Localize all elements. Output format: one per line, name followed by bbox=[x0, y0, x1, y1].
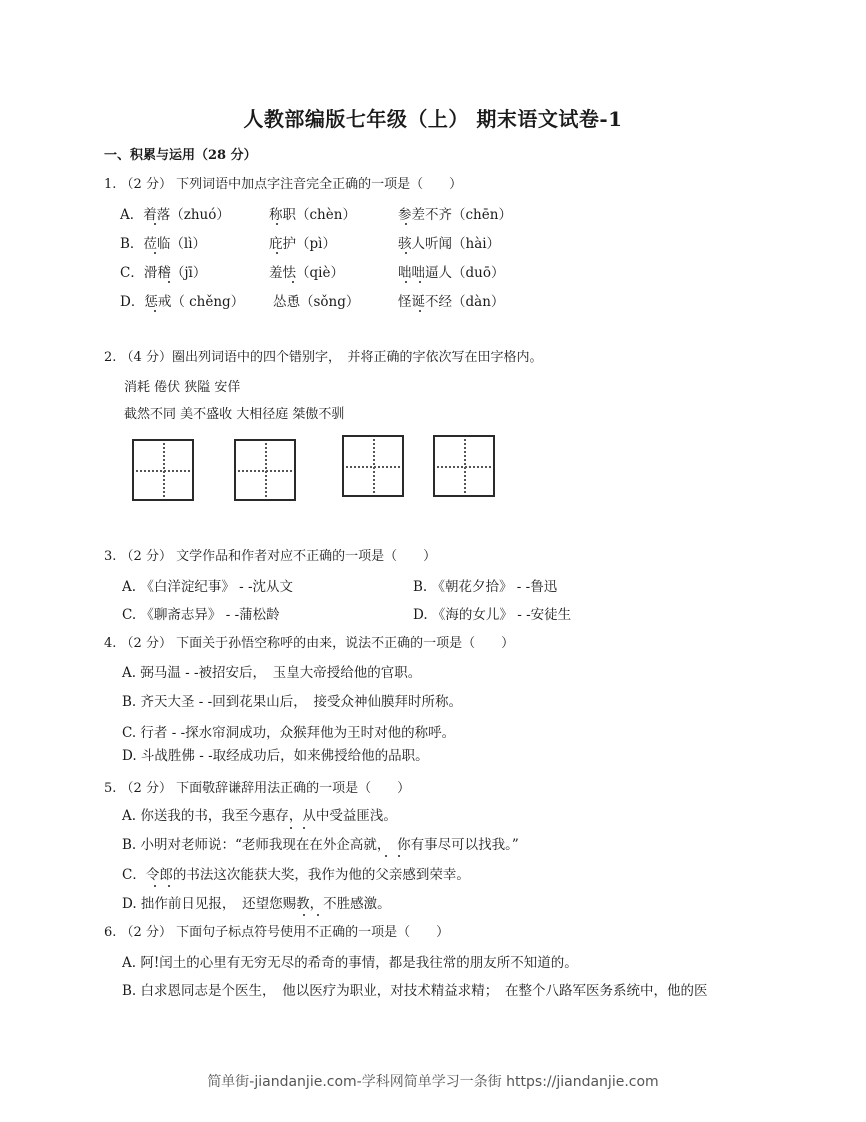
q1-b-2: 庇护（pì） bbox=[269, 236, 336, 252]
answer-grid-box-2[interactable] bbox=[234, 439, 296, 501]
q4-option-d: D. 斗战胜佛 - -取经成功后，如来佛授给他的品职。 bbox=[122, 748, 429, 764]
q1-d-1: D．惩戒（ chěng） bbox=[120, 294, 245, 310]
q2-words-line1: 消耗 倦伏 狭隘 安佯 bbox=[124, 380, 241, 395]
question-2-stem: 2. （4 分）圈出列词语中的四个错别字， 并将正确的字依次写在田字格内。 bbox=[104, 350, 543, 365]
emphasis-dot bbox=[317, 914, 319, 916]
q1-b-1: B．莅临（lì） bbox=[120, 236, 207, 252]
footer-watermark: 简单街-jiandanjie.com-学科网简单学习一条街 https://jiandanjie.com bbox=[207, 1074, 659, 1090]
emphasis-dot bbox=[276, 223, 278, 225]
emphasis-dot bbox=[154, 223, 156, 225]
emphasis-dot bbox=[303, 827, 305, 829]
emphasis-dot bbox=[385, 855, 387, 857]
emphasis-dot bbox=[419, 281, 421, 283]
q3-option-d: D. 《海的女儿》 - -安徒生 bbox=[413, 607, 572, 623]
emphasis-dot bbox=[154, 252, 156, 254]
answer-grid-box-1[interactable] bbox=[132, 439, 194, 501]
q5-option-c: C．令郎的书法这次能获大奖，我作为他的父亲感到荣幸。 bbox=[122, 867, 470, 883]
q1-c-3: 咄咄逼人（duō） bbox=[398, 265, 505, 281]
q6-option-b: B. 白求恩同志是个医生， 他以医疗为职业，对技术精益求精； 在整个八路军医务系统中，他的医 bbox=[122, 983, 708, 999]
q4-option-b: B. 齐天大圣 - -回到花果山后， 接受众神仙膜拜时所称。 bbox=[122, 694, 462, 710]
q1-c-2: 羞怯（qiè） bbox=[269, 265, 344, 281]
question-6-stem: 6. （2 分） 下面句子标点符号使用不正确的一项是（ ） bbox=[104, 925, 450, 940]
emphasis-dot bbox=[405, 252, 407, 254]
q1-c-1: C．滑稽（jī） bbox=[120, 265, 207, 281]
q1-a-3: 参差不齐（chēn） bbox=[398, 207, 512, 223]
q4-option-c: C. 行者 - -探水帘洞成功，众猴拜他为王时对他的称呼。 bbox=[122, 725, 456, 741]
q4-option-a: A. 弼马温 - -被招安后， 玉皇大帝授给他的官职。 bbox=[122, 665, 422, 681]
emphasis-dot bbox=[292, 281, 294, 283]
question-5-stem: 5. （2 分） 下面敬辞谦辞用法正确的一项是（ ） bbox=[104, 781, 411, 796]
q3-option-b: B. 《朝花夕拾》 - -鲁迅 bbox=[413, 579, 558, 595]
answer-grid-box-3[interactable] bbox=[342, 435, 404, 497]
emphasis-dot bbox=[405, 223, 407, 225]
question-3-stem: 3. （2 分） 文学作品和作者对应不正确的一项是（ ） bbox=[104, 549, 437, 564]
q1-d-3: 怪诞不经（dàn） bbox=[398, 294, 505, 310]
q5-option-a: A. 你送我的书，我至今惠存，从中受益匪浅。 bbox=[122, 808, 397, 824]
q2-words-line2: 截然不同 美不盛收 大相径庭 桀傲不驯 bbox=[124, 407, 345, 422]
section-heading: 一、积累与运用（28 分） bbox=[104, 148, 257, 163]
q1-a-2: 称职（chèn） bbox=[269, 207, 356, 223]
document-title: 人教部编版七年级（上） 期末语文试卷-1 bbox=[243, 107, 623, 131]
q5-option-d: D. 拙作前日见报， 还望您赐教，不胜感激。 bbox=[122, 896, 391, 912]
q1-b-3: 骇人听闻（hài） bbox=[398, 236, 501, 252]
answer-grid-box-4[interactable] bbox=[433, 435, 495, 497]
emphasis-dot bbox=[168, 885, 170, 887]
emphasis-dot bbox=[405, 281, 407, 283]
emphasis-dot bbox=[290, 827, 292, 829]
emphasis-dot bbox=[303, 914, 305, 916]
emphasis-dot bbox=[154, 310, 156, 312]
q3-option-a: A. 《白洋淀纪事》 - -沈从文 bbox=[122, 579, 294, 595]
emphasis-dot bbox=[398, 855, 400, 857]
emphasis-dot bbox=[154, 885, 156, 887]
emphasis-dot bbox=[276, 252, 278, 254]
emphasis-dot bbox=[168, 281, 170, 283]
q1-d-2: 怂恿（sǒng） bbox=[273, 294, 360, 310]
q5-option-b: B. 小明对老师说：“老师我现在在外企高就， 你有事尽可以找我。” bbox=[122, 837, 519, 853]
question-1-stem: 1. （2 分） 下列词语中加点字注音完全正确的一项是（ ） bbox=[104, 177, 463, 192]
q3-option-c: C. 《聊斋志异》 - -蒲松龄 bbox=[122, 607, 280, 623]
emphasis-dot bbox=[419, 310, 421, 312]
question-4-stem: 4. （2 分） 下面关于孙悟空称呼的由来，说法不正确的一项是（ ） bbox=[104, 636, 515, 651]
q6-option-a: A. 阿!闰土的心里有无穷无尽的希奇的事情，都是我往常的朋友所不知道的。 bbox=[122, 955, 578, 971]
q1-a-1: A．着落（zhuó） bbox=[120, 207, 230, 223]
